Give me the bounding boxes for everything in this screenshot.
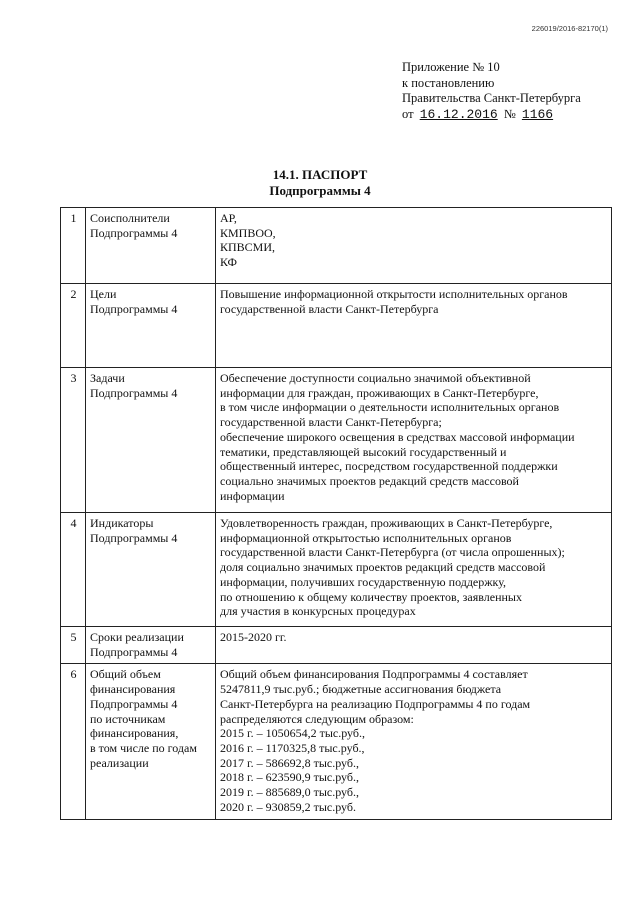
decree-date: 16.12.2016 <box>419 106 498 122</box>
annex-line-2: к постановлению <box>402 75 495 90</box>
row-label: Цели Подпрограммы 4 <box>86 284 216 368</box>
row-label: Индикаторы Подпрограммы 4 <box>86 513 216 627</box>
row-label: Задачи Подпрограммы 4 <box>86 368 216 513</box>
row-content: 2015-2020 гг. <box>216 627 612 664</box>
table-row <box>61 368 612 513</box>
table-row <box>61 627 612 664</box>
annex-header <box>402 60 581 122</box>
table-row <box>61 513 612 627</box>
row-number: 3 <box>61 368 86 513</box>
row-number: 2 <box>61 284 86 368</box>
annex-date-line <box>402 107 581 123</box>
page-title <box>0 167 640 199</box>
row-content: Обеспечение доступности социально значимой объективной информации для граждан, проживающих в Санкт-Петербурге, в том числе информации о деятельности исполнительных органов государственной власти Санкт-Петербурга; обеспечение широкого освещения в средствах массовой информации тематики, представляющей высокий государственный и общественный интерес, посредством государственной поддержки социально значимых проектов редакций средств массовой информации <box>216 368 612 513</box>
row-content: Общий объем финансирования Подпрограммы 4 составляет 5247811,9 тыс.руб.; бюджетные ассигнования бюджета Санкт-Петербурга на реализацию Подпрограммы 4 по годам распределяются следующим образом: 2015 г. – 1050654,2 тыс.руб., 2016 г. – 1170325,8 тыс.руб., 2017 г. – 586692,8 тыс.руб., 2018 г. – 623590,9 тыс.руб., 2019 г. – 885689,0 тыс.руб., 2020 г. – 930859,2 тыс.руб. <box>216 664 612 820</box>
row-number: 1 <box>61 208 86 284</box>
row-label: Соисполнители Подпрограммы 4 <box>86 208 216 284</box>
row-label: Сроки реализации Подпрограммы 4 <box>86 627 216 664</box>
row-content: Удовлетворенность граждан, проживающих в Санкт-Петербурге, информационной открытостью исполнительных органов государственной власти Санкт-Петербурга (от числа опрошенных); доля социально значимых проектов редакций средств массовой информации, получивших государственную поддержку, по отношению к общему количеству проектов, заявленных для участия в конкурсных процедурах <box>216 513 612 627</box>
passport-table <box>60 207 612 820</box>
annex-line-3: Правительства Санкт-Петербурга <box>402 91 581 105</box>
decree-number: 1166 <box>521 106 554 122</box>
row-number: 4 <box>61 513 86 627</box>
row-label: Общий объем финансирования Подпрограммы 4 по источникам финансирования, в том числе по годам реализации <box>86 664 216 820</box>
number-prefix: № <box>503 106 516 121</box>
title-line-2: Подпрограммы 4 <box>269 183 371 198</box>
document-id: 226019/2016-82170(1) <box>531 24 608 33</box>
table-row <box>61 208 612 284</box>
row-content: Повышение информационной открытости исполнительных органов государственной власти Санкт-Петербурга <box>216 284 612 368</box>
title-line-1: 14.1. ПАСПОРТ <box>272 167 368 182</box>
annex-line-1: Приложение № 10 <box>402 60 500 74</box>
row-number: 6 <box>61 664 86 820</box>
table-row <box>61 664 612 820</box>
row-number: 5 <box>61 627 86 664</box>
row-content: АР, КМПВОО, КПВСМИ, КФ <box>216 208 612 284</box>
table-row <box>61 284 612 368</box>
date-prefix: от <box>402 106 414 121</box>
